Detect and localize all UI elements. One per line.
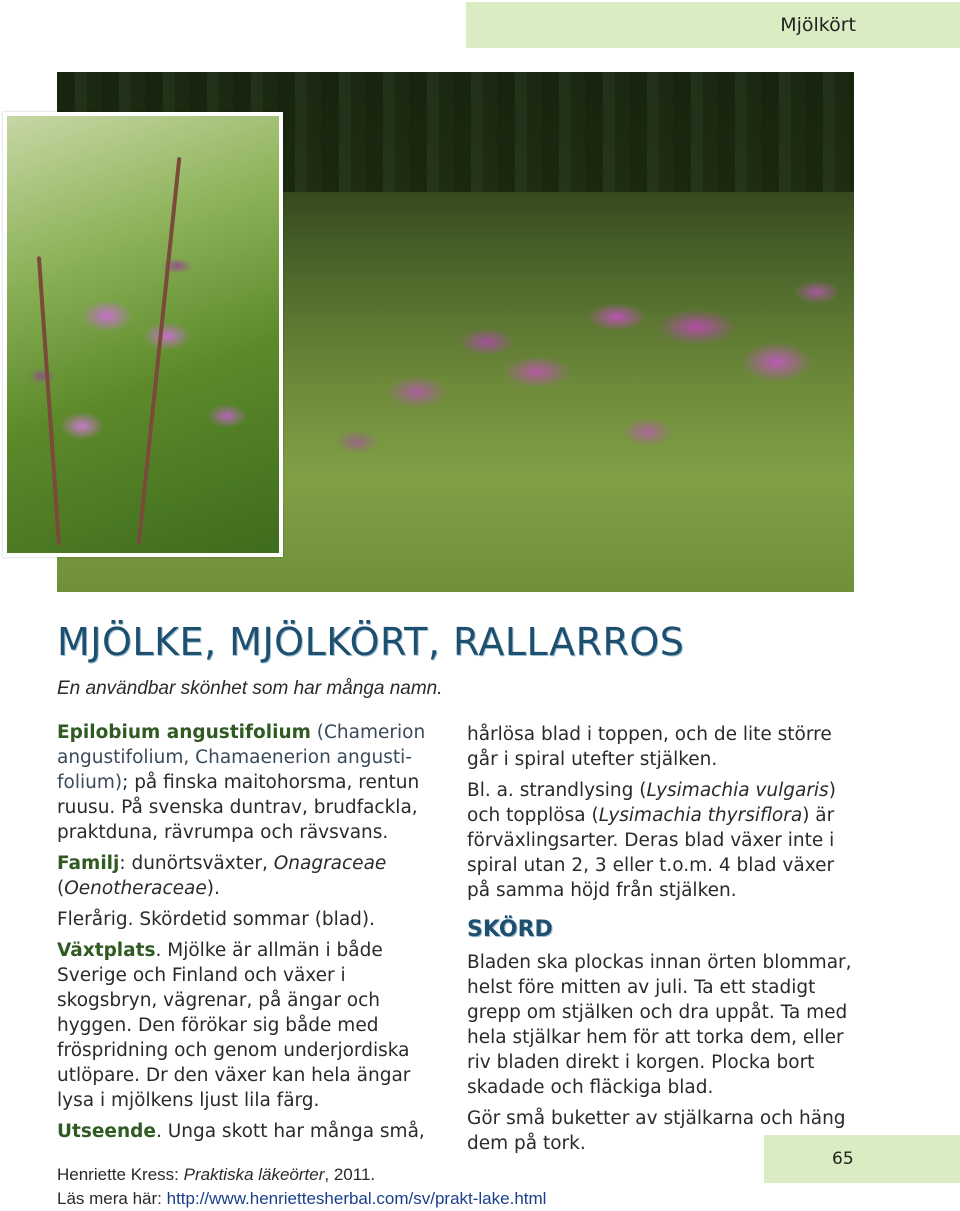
lookalikes-text-c: ) är förväxlingsarter. Deras blad växer inte i spiral utan 2, 3 eller t.o.m. 4 blad växer på samma höjd från stjälken. — [467, 805, 835, 901]
closeup-photo-image — [7, 116, 279, 553]
citation — [57, 1163, 546, 1187]
family-text: : dunörtsväxter, — [119, 853, 274, 874]
left-column — [57, 720, 447, 1150]
header-tab-label: Mjölkört — [780, 14, 856, 36]
page-number-tab — [764, 1135, 960, 1183]
habitat-paragraph — [57, 938, 447, 1113]
perennial-paragraph: Flerårig. Skördetid sommar (blad). — [57, 909, 375, 930]
family-paragraph — [57, 851, 447, 901]
harvest-heading: SKÖRD — [467, 917, 553, 942]
read-more-link[interactable]: http://www.henriettesherbal.com/sv/prakt-lake.html — [166, 1189, 547, 1208]
appearance-label: Utseende — [57, 1121, 156, 1142]
family-paren-open: ( — [57, 878, 65, 899]
habitat-text: . Mjölke är allmän i både Sverige och Finland och växer i skogsbryn, vägrenar, på ängar och hyggen. Den förökar sig både med fröspridning och genom underjordiska utlöpare. Dr den växer kan hela ängar lysa i mjölkens ljust lila färg. — [57, 940, 411, 1111]
fireweed-closeup-photo — [3, 112, 283, 557]
appearance-text: . Unga skott har många små, — [155, 1121, 425, 1142]
lookalikes-text-b: ) och topplösa ( — [467, 780, 836, 826]
stem-shape — [137, 157, 182, 545]
intro-paragraph — [57, 720, 447, 845]
habitat-label: Växtplats — [57, 940, 156, 961]
family-paren-close: ). — [206, 878, 220, 899]
page-number: 65 — [832, 1149, 854, 1169]
lookalike-latin-2: Lysimachia thyrsiflora — [598, 805, 803, 826]
header-tab — [466, 2, 960, 48]
family-latin: Onagraceae — [273, 853, 387, 874]
family-latin-alt: Oenotheraceae — [64, 878, 207, 899]
lookalikes-text-a: Bl. a. strandlysing ( — [467, 780, 647, 801]
appearance-paragraph — [57, 1119, 447, 1144]
harvest-paragraph: Bladen ska plockas innan örten blommar, helst före mitten av juli. Ta ett stadigt grepp om stjälken och dra uppåt. Ta med hela stjälkar hem för att torka dem, eller riv bladen direkt i korgen. Plocka bort skadade och fläckiga blad. — [467, 952, 852, 1098]
synonyms: (Chamerion angustifolium, Chamaenerion angustifolium) — [57, 722, 426, 793]
citation-year: , 2011. — [324, 1165, 376, 1184]
family-label: Familj — [57, 853, 120, 874]
read-more-label: Läs mera här: — [57, 1189, 167, 1208]
drying-paragraph: Gör små buketter av stjälkarna och häng dem på tork. — [467, 1108, 846, 1154]
citation-book: Praktiska läkeörter — [183, 1165, 325, 1184]
read-more — [57, 1187, 546, 1211]
page-title: MJÖLKE, MJÖLKÖRT, RALLARROS — [57, 620, 685, 664]
lookalike-latin-1: Lysimachia vulgaris — [646, 780, 829, 801]
page-subtitle: En användbar skönhet som har många namn. — [57, 678, 443, 699]
footer — [57, 1163, 546, 1211]
leaves-paragraph: hårlösa blad i toppen, och de lite större går i spiral utefter stjälken. — [467, 724, 832, 770]
common-names: ; på finska maitohorsma, rentun ruusu. På svenska duntrav, brudfackla, praktduna, rävrumpa och rävsvans. — [57, 772, 420, 843]
right-column — [467, 722, 857, 1162]
stem-shape — [37, 256, 61, 546]
latin-name: Epilobium angustifolium — [57, 722, 311, 743]
lookalikes-paragraph — [467, 778, 857, 903]
citation-author: Henriette Kress: — [57, 1165, 184, 1184]
